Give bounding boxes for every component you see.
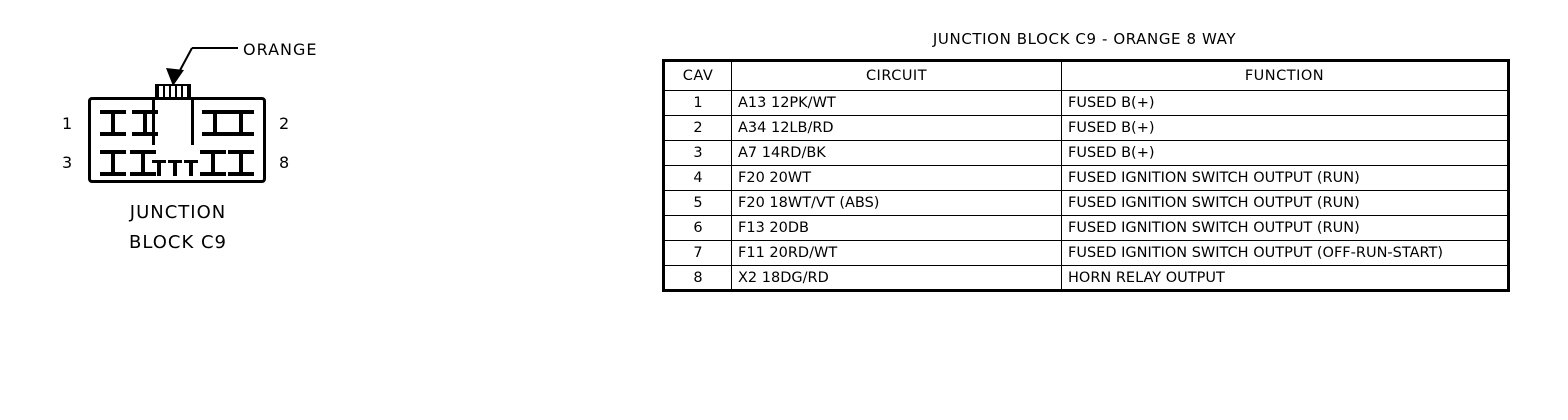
cavity-1b [132,110,158,136]
cell-cav: 7 [664,241,732,266]
table-row [664,241,1509,266]
cell-cav: 2 [664,116,732,141]
cell-cav: 6 [664,216,732,241]
connector-caption [88,198,268,258]
cell-function: FUSED IGNITION SWITCH OUTPUT (OFF-RUN-START) [1062,241,1509,266]
connector-tab-hatch [157,86,189,97]
cell-circuit: F20 20WT [732,166,1062,191]
connector-illustration [0,0,620,420]
cell-function: HORN RELAY OUTPUT [1062,266,1509,291]
table-row [664,166,1509,191]
pin-number-bottom-right: 8 [279,153,290,172]
column-header-circuit: CIRCUIT [732,61,1062,91]
table-row [664,141,1509,166]
pinout-table-panel [662,30,1507,292]
column-header-cav: CAV [664,61,732,91]
cell-cav: 4 [664,166,732,191]
cell-circuit: F13 20DB [732,216,1062,241]
pin-number-top-right: 2 [279,114,290,133]
cavity-5 [152,160,166,176]
cell-circuit: A7 14RD/BK [732,141,1062,166]
cell-function: FUSED B(+) [1062,116,1509,141]
cell-circuit: X2 18DG/RD [732,266,1062,291]
pin-number-bottom-left: 3 [62,153,73,172]
column-header-function: FUNCTION [1062,61,1509,91]
cell-cav: 1 [664,91,732,116]
cavity-7 [184,160,198,176]
pin-number-top-left: 1 [62,114,73,133]
table-row [664,266,1509,291]
connector-caption-line2: BLOCK C9 [128,232,228,253]
cavity-7b [200,150,226,176]
connector-center-divider [152,99,194,145]
pinout-table [662,59,1510,292]
cell-function: FUSED IGNITION SWITCH OUTPUT (RUN) [1062,191,1509,216]
cavity-6 [168,160,182,176]
table-header-row [664,61,1509,91]
cavity-1 [100,110,126,136]
cavity-2 [228,110,254,136]
cell-circuit: F11 20RD/WT [732,241,1062,266]
cell-function: FUSED B(+) [1062,91,1509,116]
cavity-8 [228,150,254,176]
table-row [664,191,1509,216]
cell-circuit: A34 12LB/RD [732,116,1062,141]
table-row [664,116,1509,141]
cell-function: FUSED B(+) [1062,141,1509,166]
table-title: JUNCTION BLOCK C9 - ORANGE 8 WAY [932,30,1237,48]
cavity-3 [100,150,126,176]
table-row [664,91,1509,116]
cell-cav: 5 [664,191,732,216]
orange-callout-label: ORANGE [243,40,318,59]
cell-function: FUSED IGNITION SWITCH OUTPUT (RUN) [1062,216,1509,241]
cell-cav: 3 [664,141,732,166]
cell-circuit: F20 18WT/VT (ABS) [732,191,1062,216]
cavity-2b [202,110,228,136]
table-row [664,216,1509,241]
connector-caption-line1: JUNCTION [129,202,227,223]
cell-circuit: A13 12PK/WT [732,91,1062,116]
cell-function: FUSED IGNITION SWITCH OUTPUT (RUN) [1062,166,1509,191]
cell-cav: 8 [664,266,732,291]
